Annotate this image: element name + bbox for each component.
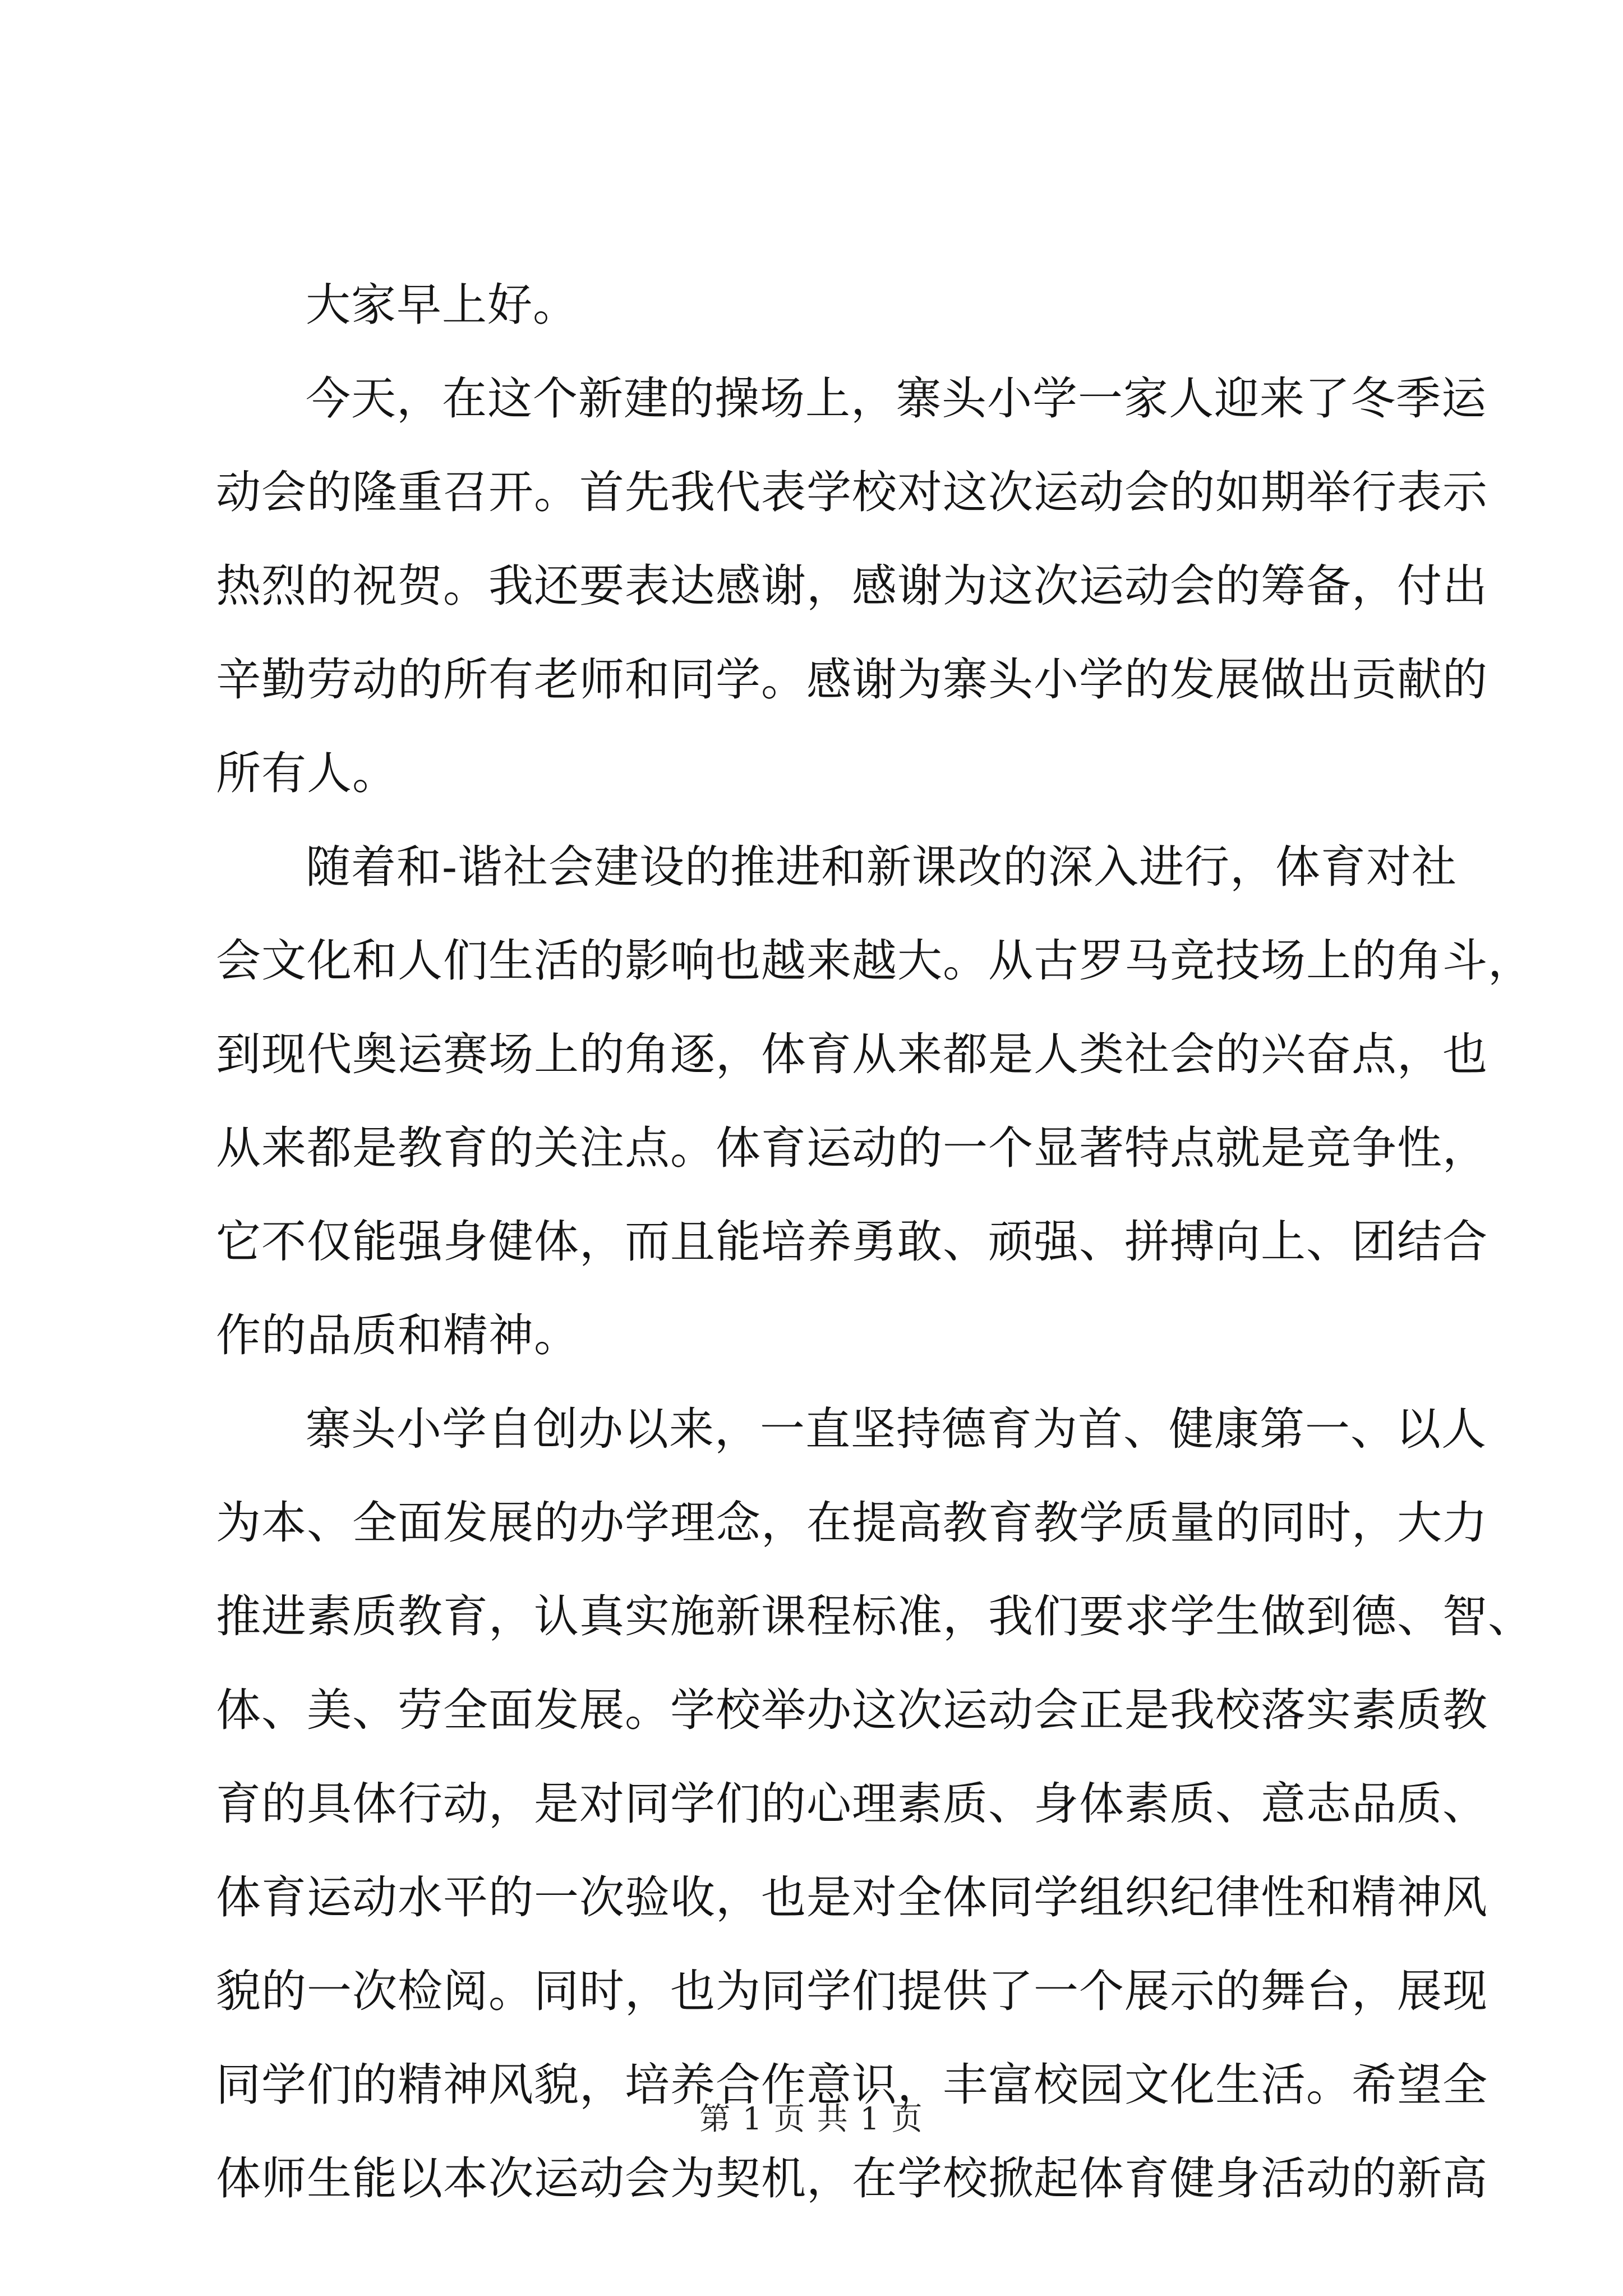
paragraph-line: 到现代奥运赛场上的角逐，体育从来都是人类社会的兴奋点，也 [216,1028,1488,1080]
paragraph-line: 大家早上好。 [306,279,578,331]
paragraph-line: 貌的一次检阅。同时，也为同学们提供了一个展示的舞台，展现 [216,1965,1488,2017]
paragraph-line: 动会的隆重召开。首先我代表学校对这次运动会的如期举行表示 [216,466,1488,518]
paragraph-line: 体、美、劳全面发展。学校举办这次运动会正是我校落实素质教 [216,1684,1488,1736]
document-body [216,258,1533,2225]
page-number-label: 第 1 页 共 1 页 [699,2101,924,2137]
paragraph-line: 同学们的精神风貌，培养合作意识，丰富校园文化生活。希望全 [216,2059,1488,2111]
paragraph-line: 今天，在这个新建的操场上，寨头小学一家人迎来了冬季运 [306,372,1487,425]
paragraph-line: 随着和-谐社会建设的推进和新课改的深入进行，体育对社 [306,841,1458,893]
paragraph-line: 为本、全面发展的办学理念，在提高教育教学质量的同时，大力 [216,1497,1488,1549]
paragraph-line: 会文化和人们生活的影响也越来越大。从古罗马竞技场上的角斗， [216,935,1533,987]
paragraph-line: 它不仅能强身健体，而且能培养勇敢、顽强、拼搏向上、团结合 [216,1216,1488,1268]
paragraph-line: 育的具体行动，是对同学们的心理素质、身体素质、意志品质、 [216,1778,1488,1830]
paragraph-line: 寨头小学自创办以来，一直坚持德育为首、健康第一、以人 [306,1403,1487,1455]
paragraph-line: 体育运动水平的一次验收，也是对全体同学组织纪律性和精神风 [216,1871,1488,1924]
paragraph-line: 从来都是教育的关注点。体育运动的一个显著特点就是竞争性， [216,1122,1488,1174]
paragraph-line: 体师生能以本次运动会为契机，在学校掀起体育健身活动的新高 [216,2152,1488,2205]
paragraph-line: 辛勤劳动的所有老师和同学。感谢为寨头小学的发展做出贡献的 [216,654,1488,706]
paragraph-line: 热烈的祝贺。我还要表达感谢，感谢为这次运动会的筹备，付出 [216,560,1488,612]
paragraph-line: 所有人。 [216,747,398,799]
paragraph-line: 推进素质教育，认真实施新课程标准，我们要求学生做到德、智、 [216,1590,1533,1642]
page-footer [0,2099,1623,2138]
paragraph-line: 作的品质和精神。 [216,1309,579,1361]
